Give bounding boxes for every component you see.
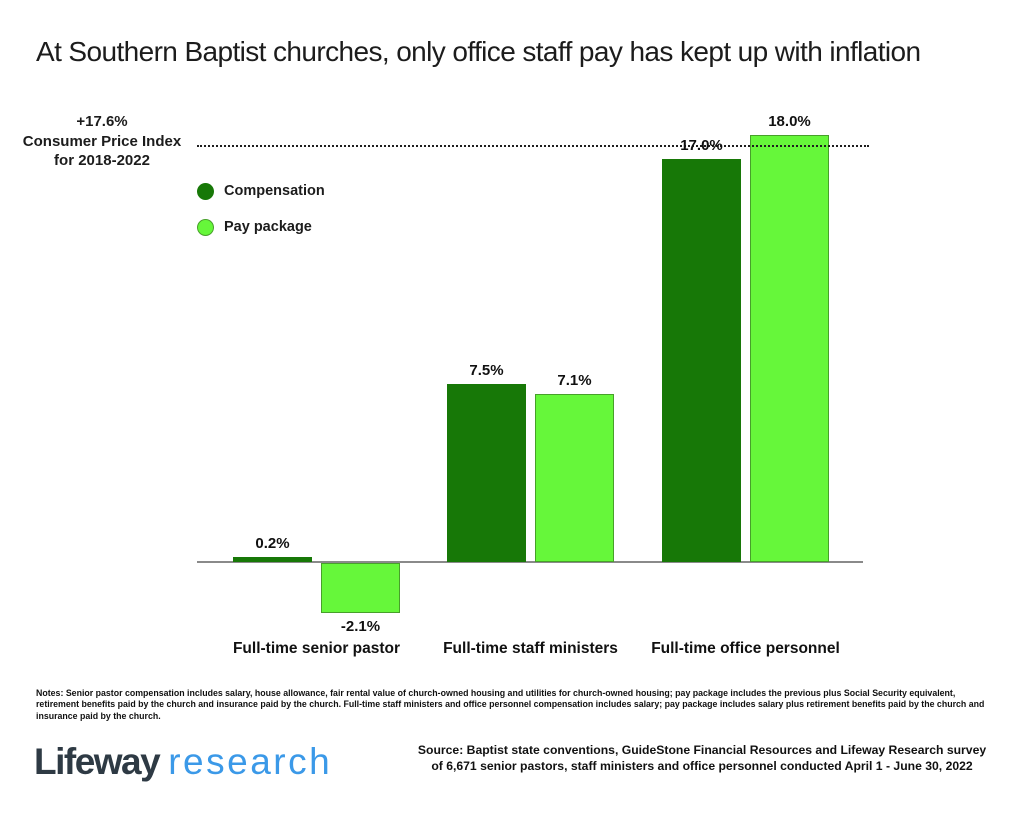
category-label-0: Full-time senior pastor bbox=[232, 640, 401, 657]
value-label-compensation-0: 0.2% bbox=[255, 535, 290, 552]
category-label-1: Full-time staff ministers bbox=[443, 640, 618, 657]
logo-text-lifeway: Lifeway bbox=[34, 741, 160, 782]
value-label-compensation-1: 7.5% bbox=[469, 362, 504, 379]
lifeway-research-logo bbox=[34, 740, 332, 792]
logo-text-research: research bbox=[168, 741, 333, 782]
bar-pay-package-1 bbox=[535, 394, 614, 562]
legend-label-pay-package: Pay package bbox=[224, 219, 312, 235]
cpi-label-line2: Consumer Price Index bbox=[22, 132, 182, 150]
legend-label-compensation: Compensation bbox=[224, 183, 325, 199]
source-line-2: of 6,671 senior pastors, staff ministers and office personnel conducted April 1 - June 30, 2022 bbox=[431, 758, 973, 773]
footnotes: Notes: Senior pastor compensation includes salary, house allowance, fair rental value of church-owned housing and utilities for church-owned housing; pay package includes the previous plus Social Security equivalent, retirement benefits paid by the church and insurance paid by the church. Full-time staff ministers and office personnel compensation includes salary; pay package includes salary plus retirement benefits paid by the church and insurance paid by the church. bbox=[36, 688, 985, 721]
bar-compensation-0 bbox=[233, 557, 312, 562]
value-label-compensation-2: 17.0% bbox=[680, 137, 723, 154]
value-label-pay-package-1: 7.1% bbox=[557, 372, 592, 389]
value-label-pay-package-0: -2.1% bbox=[340, 618, 381, 635]
value-label-pay-package-2: 18.0% bbox=[768, 113, 811, 130]
source-line-1: Source: Baptist state conventions, GuideStone Financial Resources and Lifeway Research survey bbox=[417, 743, 987, 757]
cpi-value: +17.6% bbox=[76, 113, 128, 130]
source-attribution bbox=[410, 743, 994, 774]
bar-compensation-1 bbox=[447, 384, 526, 562]
bar-compensation-2 bbox=[662, 159, 741, 562]
bar-pay-package-2 bbox=[750, 135, 829, 562]
cpi-reference-line bbox=[197, 145, 869, 147]
bar-pay-package-0 bbox=[321, 563, 400, 613]
chart-title: At Southern Baptist churches, only office staff pay has kept up with inflation bbox=[36, 36, 921, 67]
category-label-2: Full-time office personnel bbox=[651, 640, 840, 657]
cpi-label-line3: for 2018-2022 bbox=[54, 152, 150, 169]
